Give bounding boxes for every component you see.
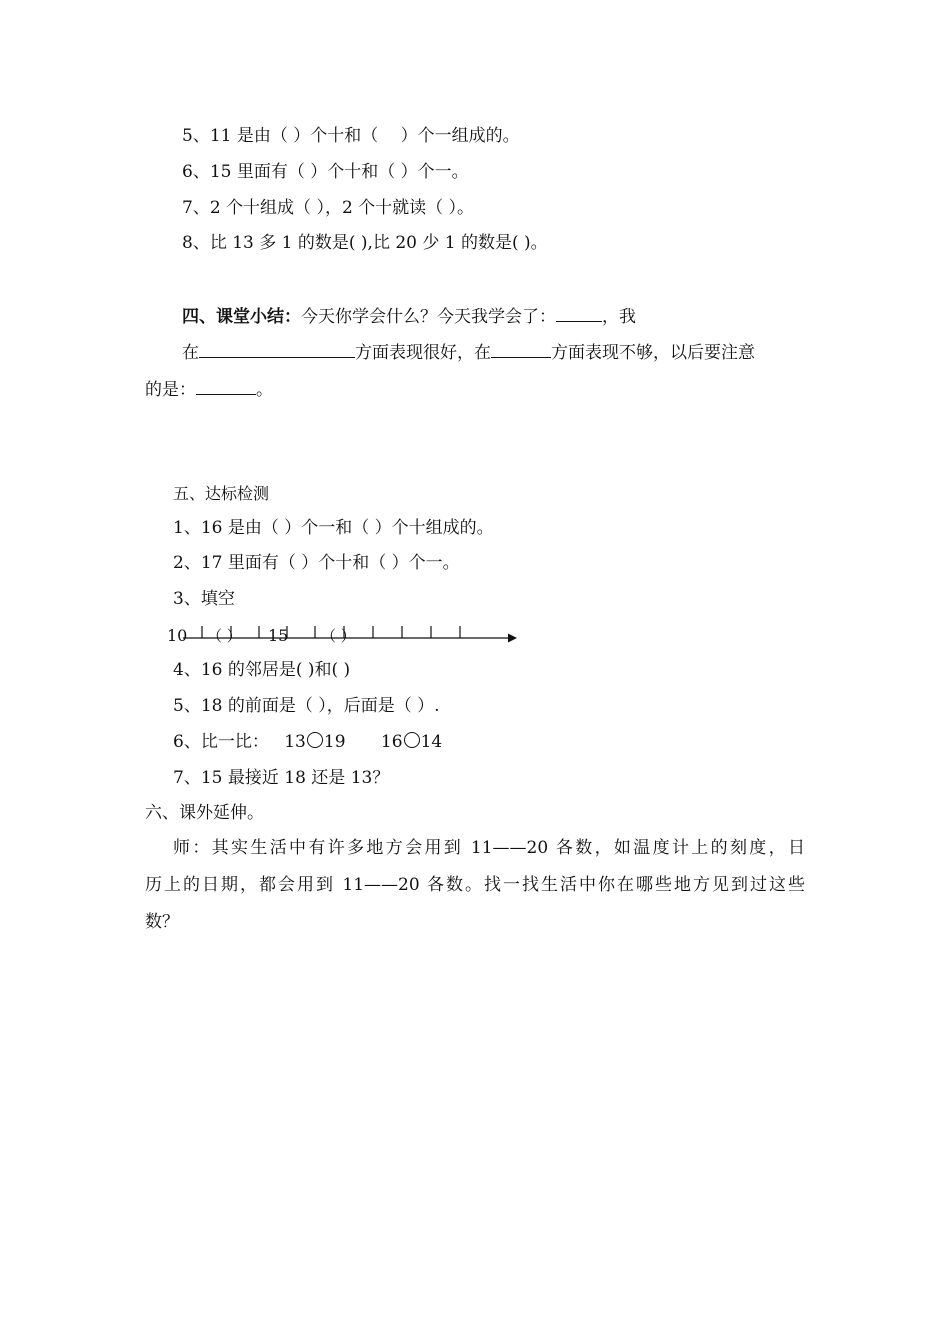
check-question-6 (173, 730, 442, 754)
compare-circle-icon[interactable] (404, 732, 420, 748)
number-line (165, 618, 525, 648)
compare-circle-icon[interactable] (307, 732, 323, 748)
check-question-5: 5、18 的前面是（ ），后面是（ ）. (173, 696, 440, 716)
check-question-1: 1、16 是由（ ）个一和（ ）个十组成的。 (173, 518, 494, 538)
summary-text-3b: 。 (256, 380, 273, 400)
answer-blank[interactable] (556, 303, 602, 322)
summary-text-2c: 方面表现不够，以后要注意 (551, 343, 755, 363)
summary-line-2 (182, 339, 755, 365)
number-line-blank[interactable]: （ ） (321, 627, 356, 645)
summary-text-3a: 的是： (145, 380, 196, 400)
summary-heading: 四、课堂小结： (182, 307, 301, 327)
check-question-7: 7、15 最接近 18 还是 13？ (173, 768, 390, 788)
compare-label: 6、比一比： (173, 732, 269, 752)
summary-text-1b: ，我 (602, 307, 636, 327)
answer-blank[interactable] (491, 339, 551, 358)
compare-b-right: 14 (420, 732, 443, 752)
check-question-3: 3、填空 (173, 589, 235, 609)
answer-blank[interactable] (196, 376, 256, 395)
summary-text-2b: 方面表现很好，在 (355, 343, 491, 363)
summary-text-1: 今天你学会什么？今天我学会了： (301, 307, 556, 327)
question-7: 7、2 个十组成（ ），2 个十就读（ ）。 (182, 198, 475, 218)
answer-blank[interactable] (199, 339, 355, 358)
check-question-4: 4、16 的邻居是( )和( ) (173, 660, 351, 680)
section-5-heading: 五、达标检测 (173, 484, 270, 503)
question-5: 5、11 是由（ ）个十和（ ）个一组成的。 (182, 126, 520, 146)
compare-a-right: 19 (323, 732, 346, 752)
extension-paragraph-line-1: 师：其实生活中有许多地方会用到 11——20 各数，如温度计上的刻度，日 (173, 838, 805, 858)
number-line-blank[interactable]: （ ） (207, 627, 242, 645)
summary-text-2a: 在 (182, 343, 199, 363)
section-6-heading: 六、课外延伸。 (145, 803, 264, 823)
number-line-label-start: 10 (167, 626, 188, 645)
extension-paragraph-line-3: 数？ (145, 912, 179, 932)
compare-b-left: 16 (380, 732, 403, 752)
number-line-arrow (508, 634, 517, 643)
summary-line-1 (182, 303, 636, 329)
question-6: 6、15 里面有（ ）个十和（ ）个一。 (182, 162, 469, 182)
summary-line-3 (145, 376, 273, 402)
extension-paragraph-line-2: 历上的日期，都会用到 11——20 各数。找一找生活中你在哪些地方见到过这些 (145, 875, 805, 895)
question-8: 8、比 13 多 1 的数是( ),比 20 少 1 的数是( )。 (182, 233, 548, 253)
check-question-2: 2、17 里面有（ ）个十和（ ）个一。 (173, 553, 460, 573)
number-line-label-mid: 15 (268, 626, 289, 645)
compare-a-left: 13 (284, 732, 306, 752)
